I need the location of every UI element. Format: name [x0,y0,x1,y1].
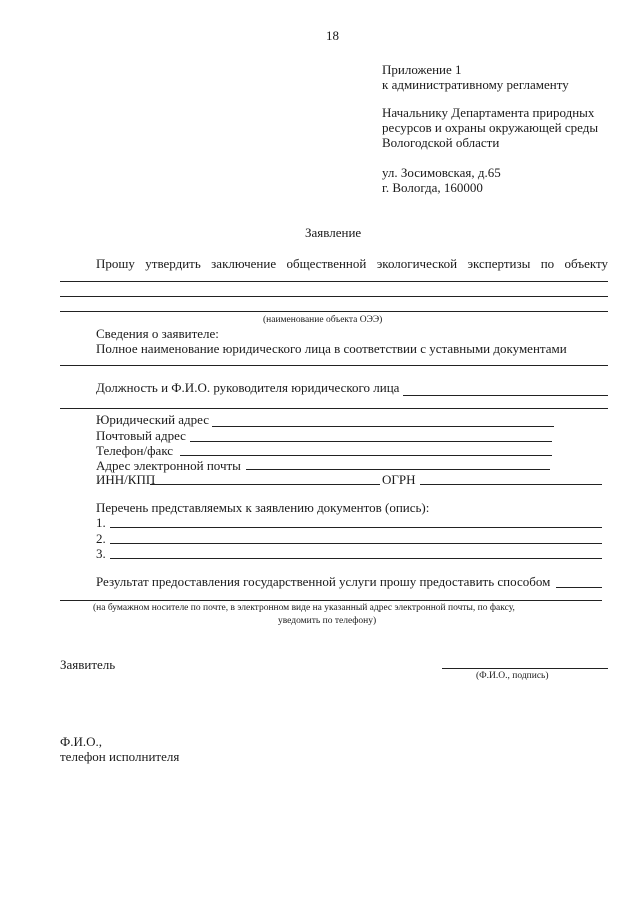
request-text: Прошу утвердить заключение общественной экологической экспертизы по объекту [96,256,608,271]
signature-line[interactable] [442,668,608,669]
phone-fax-label: Телефон/факс [96,443,174,458]
result-text: Результат предоставления государственной услуги прошу предоставить способом [96,574,551,589]
legal-address-label: Юридический адрес [96,412,210,427]
executor-name-label: Ф.И.О., [60,734,103,749]
object-line[interactable] [60,311,608,312]
addressee-line: Вологодской области [382,135,500,150]
address-line: ул. Зосимовская, д.65 [382,165,501,180]
document-item-line[interactable] [110,558,602,559]
signature-caption: (Ф.И.О., подпись) [476,671,549,681]
addressee-line: ресурсов и охраны окружающей среды [382,120,599,135]
email-label: Адрес электронной почты [96,458,241,473]
result-caption: (на бумажном носителе по почте, в электронном виде на указанный адрес электронной почты, по факсу, [93,603,515,613]
result-caption: уведомить по телефону) [278,616,377,626]
object-line[interactable] [60,281,608,282]
document-item-number: 2. [96,531,106,546]
applicant-label: Заявитель [60,657,116,672]
result-method-line[interactable] [556,587,602,588]
appendix-label: Приложение 1 [382,62,462,77]
inn-kpp-label: ИНН/КПП [96,472,156,487]
email-line[interactable] [246,469,550,470]
applicant-info-heading: Сведения о заявителе: [96,326,219,341]
address-line: г. Вологда, 160000 [382,180,483,195]
addressee-line: Начальнику Департамента природных [382,105,595,120]
result-method-line[interactable] [60,600,602,601]
document-item-line[interactable] [110,543,602,544]
director-line[interactable] [403,395,608,396]
postal-address-line[interactable] [190,441,552,442]
documents-label: Перечень представляемых к заявлению документов (опись): [96,500,430,515]
inn-kpp-line[interactable] [150,484,380,485]
document-title: Заявление [305,225,362,240]
regulation-label: к административному регламенту [382,77,569,92]
document-item-number: 1. [96,515,106,530]
document-item-number: 3. [96,546,106,561]
director-label: Должность и Ф.И.О. руководителя юридического лица [96,380,400,395]
executor-phone-label: телефон исполнителя [60,749,180,764]
director-line[interactable] [60,408,608,409]
legal-address-line[interactable] [212,426,554,427]
phone-fax-line[interactable] [180,455,552,456]
object-line[interactable] [60,296,608,297]
object-caption: (наименование объекта ОЭЭ) [263,315,383,325]
postal-address-label: Почтовый адрес [96,428,186,443]
ogrn-line[interactable] [420,484,602,485]
full-name-label: Полное наименование юридического лица в соответствии с уставными документами [96,341,567,356]
page-number: 18 [326,28,339,43]
full-name-line[interactable] [60,365,608,366]
document-item-line[interactable] [110,527,602,528]
ogrn-label: ОГРН [382,472,416,487]
